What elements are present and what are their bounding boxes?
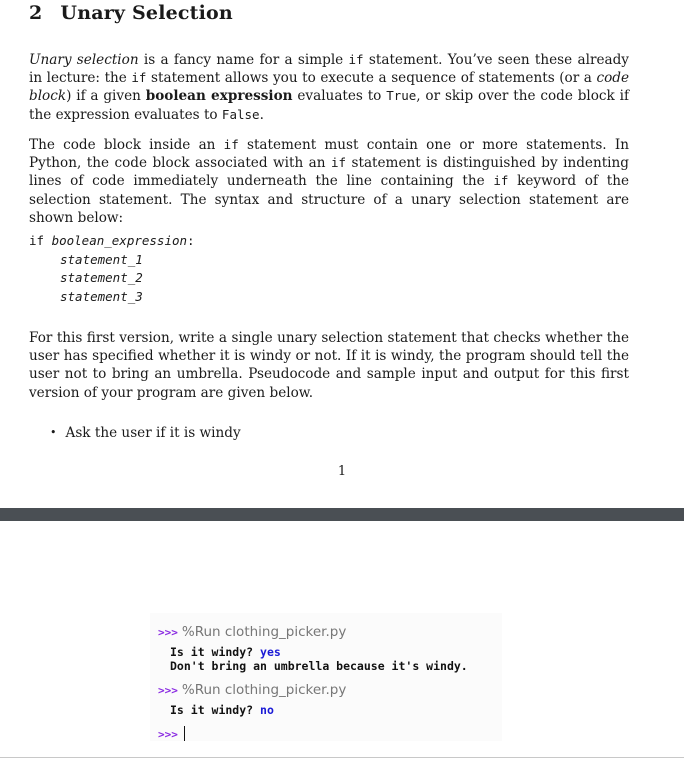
shell-run-command: %Run clothing_picker.py <box>181 682 347 698</box>
shell-output-line: Don't bring an umbrella because it's windy. <box>170 659 468 673</box>
page-number: 1 <box>337 464 347 479</box>
code-line-if <box>29 232 195 251</box>
bullet-icon: • <box>50 426 57 439</box>
text-run: statement is distinguished by indenting lines of code immediately underneath the line containing the <box>29 155 629 190</box>
code-if: if <box>131 70 147 86</box>
text-run: is a fancy name for a simple <box>138 52 349 68</box>
shell-run-line <box>158 621 346 640</box>
code-true: True <box>386 88 417 104</box>
paragraph-code-block <box>29 136 629 227</box>
shell-input-line <box>170 703 274 717</box>
shell-user-input: yes <box>260 645 281 659</box>
text-run: statement. You’ve seen these already in lecture: the <box>29 52 629 87</box>
shell-question: Is it windy? <box>170 645 261 659</box>
shell-prompt: >>> <box>158 684 178 697</box>
page-bottom-border <box>0 757 684 758</box>
section-title: Unary Selection <box>60 2 233 24</box>
text-run: evaluates to <box>292 88 387 105</box>
shell-prompt: >>> <box>158 728 178 741</box>
code-colon: : <box>187 233 195 248</box>
shell-active-prompt[interactable] <box>158 723 185 742</box>
bullet-item <box>50 425 241 441</box>
term-code-block: code block <box>29 70 629 105</box>
code-if: if <box>223 137 239 152</box>
text-cursor <box>184 726 185 741</box>
shell-run-command: %Run clothing_picker.py <box>181 624 347 640</box>
code-line-statement: statement_2 <box>60 270 143 285</box>
shell-run-line <box>158 679 346 698</box>
code-expression: boolean_expression <box>51 233 188 248</box>
code-keyword: if <box>29 233 52 248</box>
code-if: if <box>493 173 509 189</box>
text-run: ) if a given <box>66 88 146 105</box>
paragraph-unary-selection-intro <box>29 51 629 124</box>
term-boolean-expression: boolean expression <box>145 88 293 105</box>
section-heading <box>29 2 233 24</box>
text-run: . <box>259 106 264 123</box>
python-shell-output <box>150 613 502 741</box>
code-line-statement: statement_3 <box>60 288 143 304</box>
page-separator <box>0 508 684 521</box>
text-run: statement must contain one or more statements. In Python, the code block associated with an <box>29 137 629 172</box>
code-if: if <box>348 52 364 67</box>
text-run: statement allows you to execute a sequence of statements (or a <box>146 70 597 87</box>
text-run: The code block inside an <box>29 137 224 153</box>
shell-question: Is it windy? <box>170 703 261 717</box>
section-number: 2 <box>29 2 43 24</box>
code-false: False <box>221 106 260 122</box>
text-run: , or skip over the code block if the expression evaluates to <box>29 88 629 123</box>
code-if: if <box>330 155 347 171</box>
syntax-code-block <box>29 232 195 306</box>
term-unary-selection: Unary selection <box>29 52 139 68</box>
code-line-statement: statement_1 <box>60 251 143 267</box>
shell-prompt: >>> <box>158 626 178 639</box>
shell-input-line <box>170 645 281 659</box>
shell-user-input: no <box>260 703 274 717</box>
text-run: keyword of the selection statement. The syntax and structure of a unary selection statement are shown below: <box>29 173 629 226</box>
paragraph-first-version: For this first version, write a single unary selection statement that checks whether the user has specified whether it is windy or not. If it is windy, the program should tell the user not to bring an umbrella. Pseudocode and sample input and output for this first version of your program are given below. <box>29 330 629 401</box>
bullet-text: Ask the user if it is windy <box>65 425 241 441</box>
